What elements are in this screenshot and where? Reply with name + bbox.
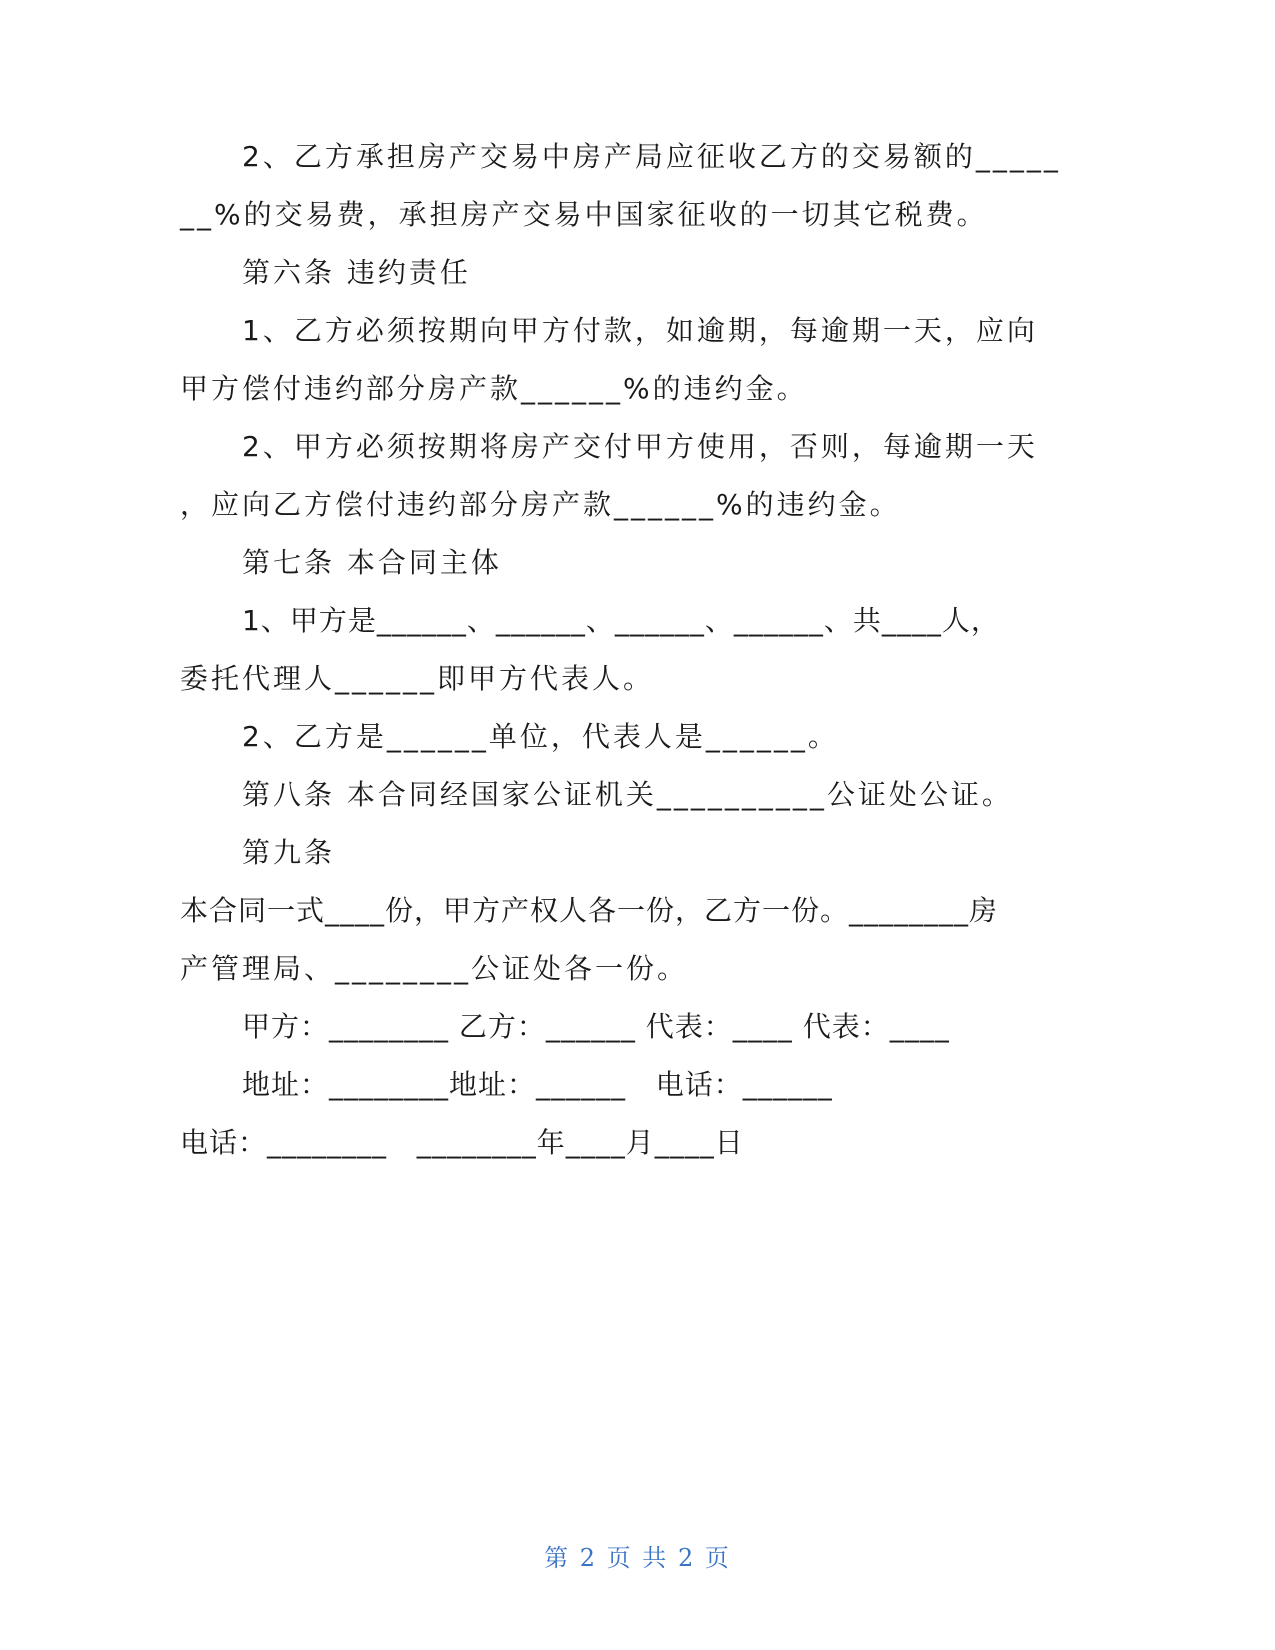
clause-6-item-2-line-1: 2、甲方必须按期将房产交付甲方使用，否则，每逾期一天 xyxy=(242,430,1038,463)
clause-5-item-2-line-1: 2、乙方承担房产交易中房产局应征收乙方的交易额的_____ xyxy=(242,140,1061,173)
clause-7-heading: 第七条 本合同主体 xyxy=(242,546,502,579)
clause-5-item-2-line-2: __%的交易费，承担房产交易中国家征收的一切其它税费。 xyxy=(180,198,988,231)
signature-phone-date-row: 电话：________ ________年____月____日 xyxy=(180,1126,744,1159)
clause-6-item-2-line-2: ，应向乙方偿付违约部分房产款______%的违约金。 xyxy=(180,488,901,521)
clause-7-item-1-line-2: 委托代理人______即甲方代表人。 xyxy=(180,662,655,695)
clause-7-item-2: 2、乙方是______单位，代表人是______。 xyxy=(242,720,839,753)
clause-8: 第八条 本合同经国家公证机关__________公证处公证。 xyxy=(242,778,1013,811)
clause-9-body-line-1: 本合同一式____份，甲方产权人各一份，乙方一份。________房 xyxy=(180,894,999,927)
clause-6-heading: 第六条 违约责任 xyxy=(242,256,471,289)
clause-7-item-1-line-1: 1、甲方是______、______、______、______、共____人， xyxy=(242,604,1000,637)
signature-parties-row: 甲方：________ 乙方：______ 代表：____ 代表：____ xyxy=(242,1010,950,1043)
clause-6-item-1-line-2: 甲方偿付违约部分房产款______%的违约金。 xyxy=(180,372,808,405)
clause-9-heading: 第九条 xyxy=(242,836,336,869)
signature-address-row: 地址：________地址：______ 电话：______ xyxy=(242,1068,833,1101)
clause-6-item-1-line-1: 1、乙方必须按期向甲方付款，如逾期，每逾期一天，应向 xyxy=(242,314,1038,347)
clause-9-body-line-2: 产管理局、________公证处各一份。 xyxy=(180,952,689,985)
page-number-footer: 第 2 页 共 2 页 xyxy=(544,1544,731,1572)
